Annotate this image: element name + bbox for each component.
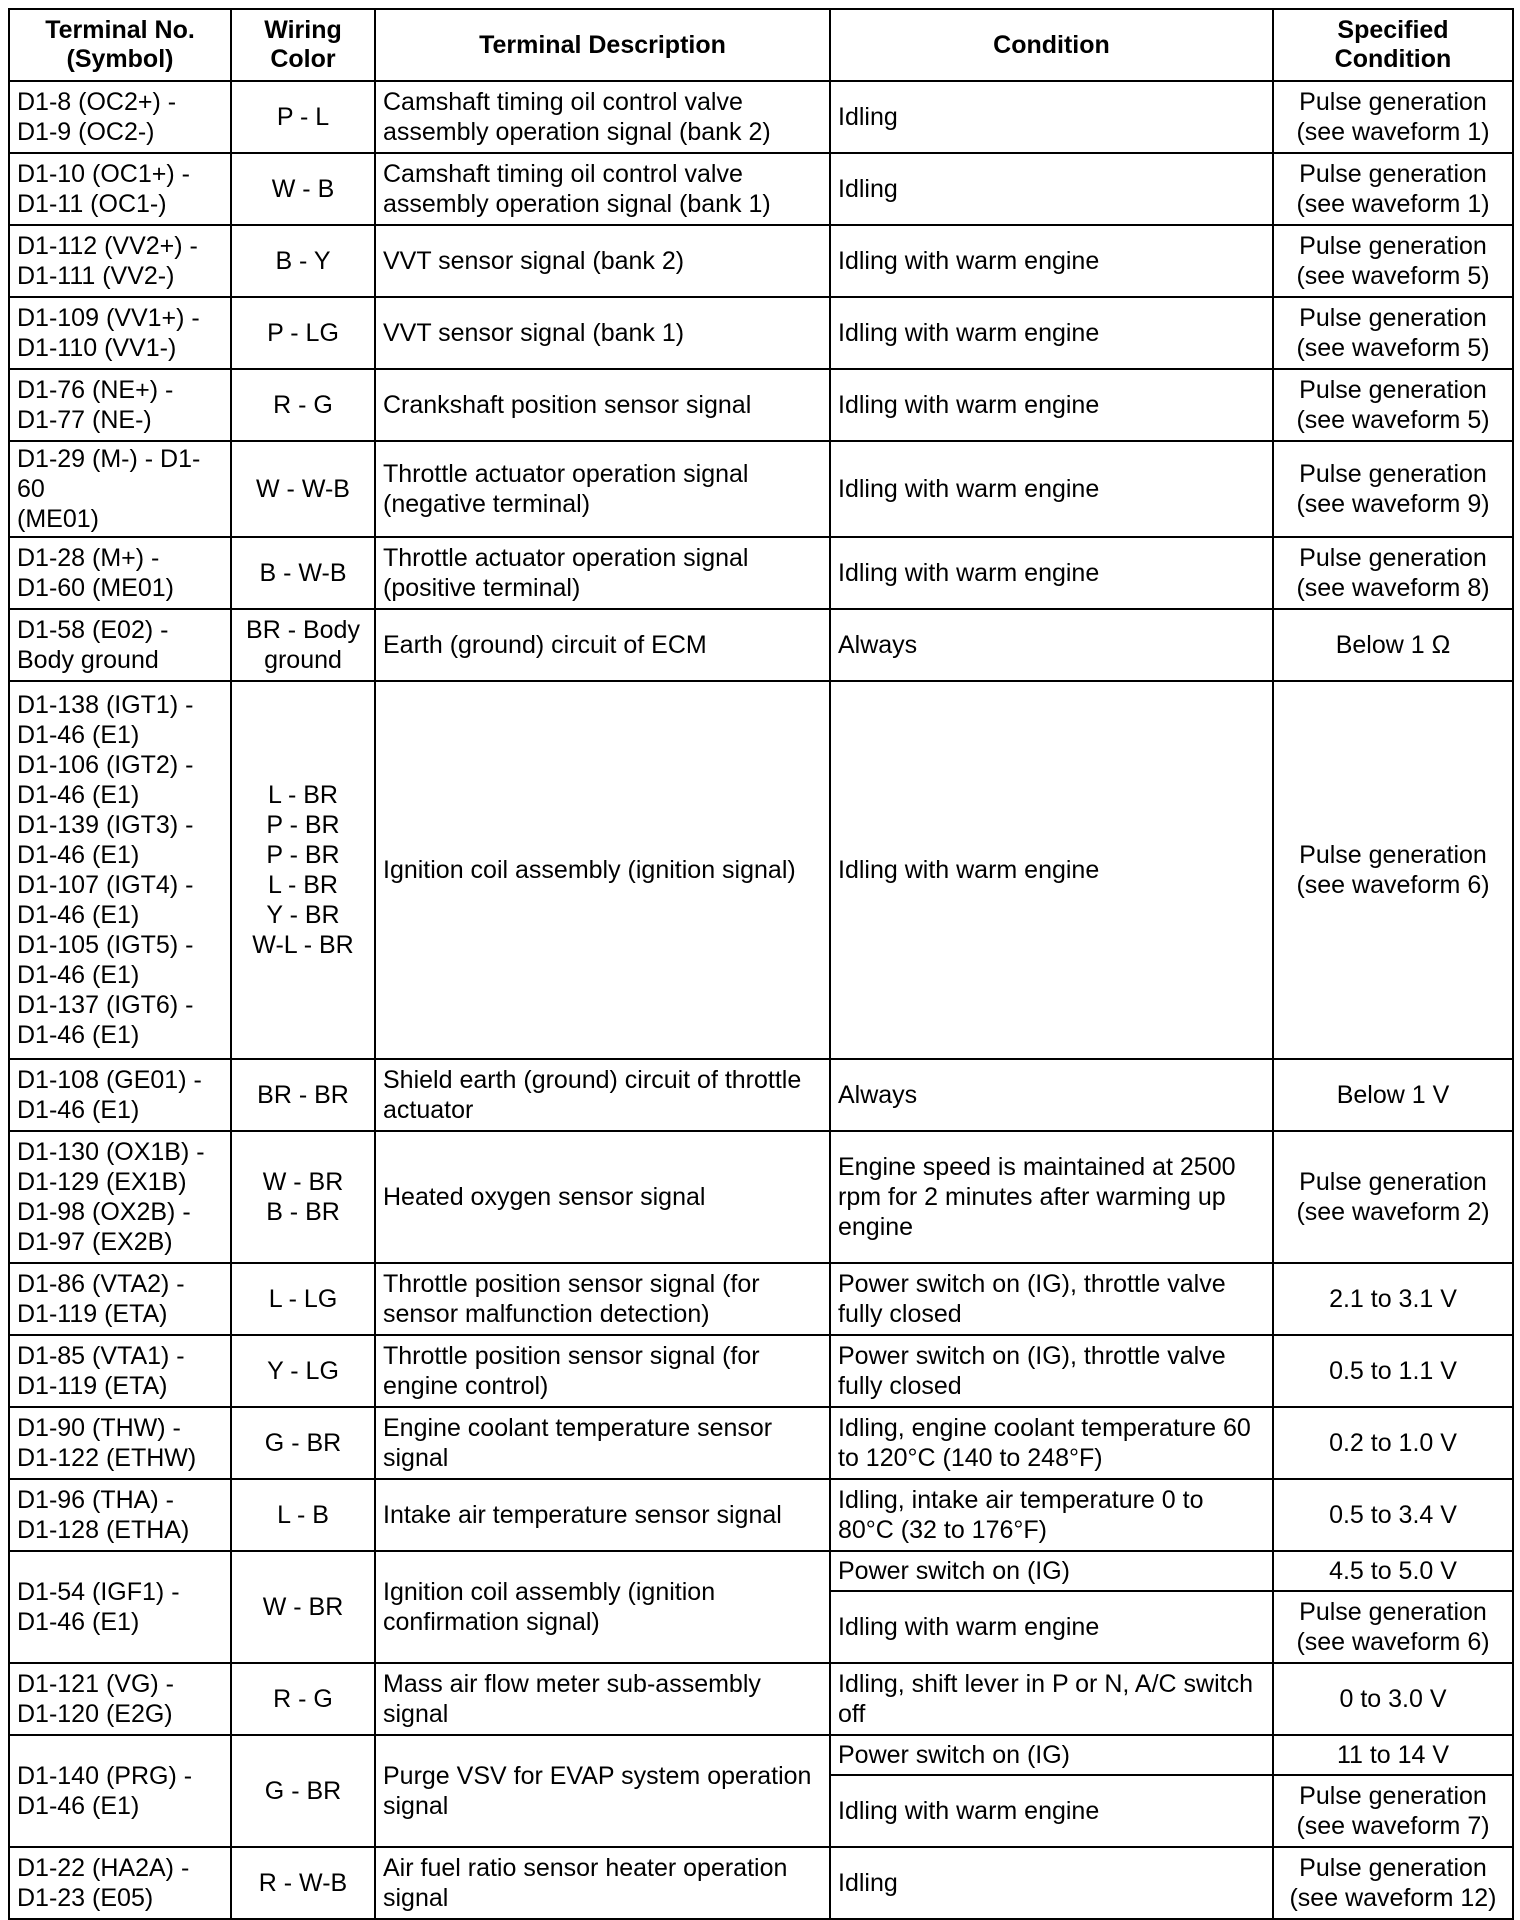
description-cell: Heated oxygen sensor signal [375, 1131, 830, 1263]
specified-cell: Below 1 V [1273, 1059, 1513, 1131]
specified-cell: Pulse generation (see waveform 1) [1273, 153, 1513, 225]
specified-cell: Pulse generation (see waveform 1) [1273, 81, 1513, 153]
specified-cell: Pulse generation (see waveform 5) [1273, 225, 1513, 297]
description-cell: VVT sensor signal (bank 1) [375, 297, 830, 369]
description-cell: Intake air temperature sensor signal [375, 1479, 830, 1551]
header-row [9, 9, 1513, 81]
terminal-spec-table [8, 8, 1514, 1920]
terminal-cell: D1-54 (IGF1) - D1-46 (E1) [9, 1551, 231, 1663]
description-cell: VVT sensor signal (bank 2) [375, 225, 830, 297]
table-row [9, 1263, 1513, 1335]
terminal-cell: D1-22 (HA2A) - D1-23 (E05) [9, 1847, 231, 1919]
wiring-color-cell: Y - LG [231, 1335, 375, 1407]
terminal-cell: D1-130 (OX1B) - D1-129 (EX1B) D1-98 (OX2B) - D1-97 (EX2B) [9, 1131, 231, 1263]
header-condition: Condition [830, 9, 1273, 81]
condition-cell: Idling [830, 81, 1273, 153]
description-cell: Throttle actuator operation signal (positive terminal) [375, 537, 830, 609]
condition-cell: Always [830, 1059, 1273, 1131]
description-cell: Air fuel ratio sensor heater operation signal [375, 1847, 830, 1919]
condition-cell: Idling, engine coolant temperature 60 to 120°C (140 to 248°F) [830, 1407, 1273, 1479]
table-row [9, 537, 1513, 609]
terminal-cell: D1-85 (VTA1) - D1-119 (ETA) [9, 1335, 231, 1407]
terminal-cell: D1-108 (GE01) - D1-46 (E1) [9, 1059, 231, 1131]
condition-cell: Idling with warm engine [830, 1591, 1273, 1663]
table-row [9, 609, 1513, 681]
terminal-cell: D1-121 (VG) - D1-120 (E2G) [9, 1663, 231, 1735]
wiring-color-cell: P - L [231, 81, 375, 153]
terminal-cell: D1-96 (THA) - D1-128 (ETHA) [9, 1479, 231, 1551]
wiring-color-cell: B - W-B [231, 537, 375, 609]
table-row [9, 1663, 1513, 1735]
description-cell: Mass air flow meter sub-assembly signal [375, 1663, 830, 1735]
wiring-color-cell: G - BR [231, 1407, 375, 1479]
wiring-color-cell: W - B [231, 153, 375, 225]
wiring-color-cell: P - LG [231, 297, 375, 369]
specified-cell: 2.1 to 3.1 V [1273, 1263, 1513, 1335]
table-row [9, 1735, 1513, 1775]
specified-cell: Pulse generation (see waveform 5) [1273, 369, 1513, 441]
condition-cell: Power switch on (IG) [830, 1735, 1273, 1775]
terminal-cell: D1-76 (NE+) - D1-77 (NE-) [9, 369, 231, 441]
description-cell: Throttle position sensor signal (for sensor malfunction detection) [375, 1263, 830, 1335]
condition-cell: Idling [830, 1847, 1273, 1919]
condition-cell: Power switch on (IG), throttle valve fully closed [830, 1335, 1273, 1407]
table-row [9, 1479, 1513, 1551]
condition-cell: Idling with warm engine [830, 537, 1273, 609]
wiring-color-cell: R - W-B [231, 1847, 375, 1919]
terminal-cell: D1-140 (PRG) - D1-46 (E1) [9, 1735, 231, 1847]
specified-cell: Pulse generation (see waveform 7) [1273, 1775, 1513, 1847]
specified-cell: 0.2 to 1.0 V [1273, 1407, 1513, 1479]
description-cell: Throttle actuator operation signal (negative terminal) [375, 441, 830, 537]
terminal-cell: D1-10 (OC1+) - D1-11 (OC1-) [9, 153, 231, 225]
header-terminal-description: Terminal Description [375, 9, 830, 81]
wiring-color-cell: W - BR [231, 1551, 375, 1663]
table-row [9, 441, 1513, 537]
specified-cell: Pulse generation (see waveform 5) [1273, 297, 1513, 369]
specified-cell: 0.5 to 3.4 V [1273, 1479, 1513, 1551]
wiring-color-cell: L - LG [231, 1263, 375, 1335]
condition-cell: Idling, shift lever in P or N, A/C switch off [830, 1663, 1273, 1735]
specified-cell: Pulse generation (see waveform 12) [1273, 1847, 1513, 1919]
specified-cell: Pulse generation (see waveform 6) [1273, 1591, 1513, 1663]
header-specified-condition: Specified Condition [1273, 9, 1513, 81]
condition-cell: Engine speed is maintained at 2500 rpm for 2 minutes after warming up engine [830, 1131, 1273, 1263]
table-row [9, 1131, 1513, 1263]
condition-cell: Idling, intake air temperature 0 to 80°C (32 to 176°F) [830, 1479, 1273, 1551]
terminal-cell: D1-90 (THW) - D1-122 (ETHW) [9, 1407, 231, 1479]
terminal-cell: D1-28 (M+) - D1-60 (ME01) [9, 537, 231, 609]
description-cell: Ignition coil assembly (ignition confirmation signal) [375, 1551, 830, 1663]
table-row [9, 1335, 1513, 1407]
table-row [9, 81, 1513, 153]
table-row [9, 297, 1513, 369]
specified-cell: 11 to 14 V [1273, 1735, 1513, 1775]
wiring-color-cell: B - Y [231, 225, 375, 297]
terminal-cell: D1-112 (VV2+) - D1-111 (VV2-) [9, 225, 231, 297]
wiring-color-cell: R - G [231, 369, 375, 441]
header-wiring-color: Wiring Color [231, 9, 375, 81]
table-row [9, 1847, 1513, 1919]
condition-cell: Idling with warm engine [830, 225, 1273, 297]
table-row [9, 1551, 1513, 1591]
specified-cell: 4.5 to 5.0 V [1273, 1551, 1513, 1591]
condition-cell: Idling with warm engine [830, 369, 1273, 441]
description-cell: Purge VSV for EVAP system operation signal [375, 1735, 830, 1847]
terminal-cell: D1-109 (VV1+) - D1-110 (VV1-) [9, 297, 231, 369]
wiring-color-cell: W - BR B - BR [231, 1131, 375, 1263]
specified-cell: Pulse generation (see waveform 9) [1273, 441, 1513, 537]
condition-cell: Idling with warm engine [830, 441, 1273, 537]
condition-cell: Idling with warm engine [830, 297, 1273, 369]
wiring-color-cell: W - W-B [231, 441, 375, 537]
description-cell: Throttle position sensor signal (for engine control) [375, 1335, 830, 1407]
specified-cell: 0 to 3.0 V [1273, 1663, 1513, 1735]
description-cell: Crankshaft position sensor signal [375, 369, 830, 441]
specified-cell: Pulse generation (see waveform 2) [1273, 1131, 1513, 1263]
table-row [9, 225, 1513, 297]
condition-cell: Idling with warm engine [830, 681, 1273, 1059]
terminal-cell: D1-86 (VTA2) - D1-119 (ETA) [9, 1263, 231, 1335]
wiring-color-cell: BR - Body ground [231, 609, 375, 681]
specified-cell: Below 1 Ω [1273, 609, 1513, 681]
description-cell: Earth (ground) circuit of ECM [375, 609, 830, 681]
condition-cell: Idling with warm engine [830, 1775, 1273, 1847]
condition-cell: Power switch on (IG) [830, 1551, 1273, 1591]
wiring-color-cell: L - BR P - BR P - BR L - BR Y - BR W-L - BR [231, 681, 375, 1059]
description-cell: Shield earth (ground) circuit of throttle actuator [375, 1059, 830, 1131]
terminal-cell: D1-29 (M-) - D1-60 (ME01) [9, 441, 231, 537]
table-row [9, 1407, 1513, 1479]
header-terminal: Terminal No. (Symbol) [9, 9, 231, 81]
table-row [9, 681, 1513, 1059]
specified-cell: 0.5 to 1.1 V [1273, 1335, 1513, 1407]
terminal-cell: D1-8 (OC2+) - D1-9 (OC2-) [9, 81, 231, 153]
wiring-color-cell: BR - BR [231, 1059, 375, 1131]
wiring-color-cell: R - G [231, 1663, 375, 1735]
specified-cell: Pulse generation (see waveform 8) [1273, 537, 1513, 609]
table-row [9, 153, 1513, 225]
condition-cell: Idling [830, 153, 1273, 225]
description-cell: Camshaft timing oil control valve assembly operation signal (bank 1) [375, 153, 830, 225]
table-row [9, 369, 1513, 441]
condition-cell: Always [830, 609, 1273, 681]
terminal-cell: D1-138 (IGT1) - D1-46 (E1) D1-106 (IGT2) - D1-46 (E1) D1-139 (IGT3) - D1-46 (E1) D1-107 (IGT4) - D1-46 (E1) D1-105 (IGT5) - D1-46 (E1) D1-137 (IGT6) - D1-46 (E1) [9, 681, 231, 1059]
description-cell: Ignition coil assembly (ignition signal) [375, 681, 830, 1059]
description-cell: Engine coolant temperature sensor signal [375, 1407, 830, 1479]
description-cell: Camshaft timing oil control valve assembly operation signal (bank 2) [375, 81, 830, 153]
condition-cell: Power switch on (IG), throttle valve fully closed [830, 1263, 1273, 1335]
wiring-color-cell: L - B [231, 1479, 375, 1551]
wiring-color-cell: G - BR [231, 1735, 375, 1847]
terminal-cell: D1-58 (E02) - Body ground [9, 609, 231, 681]
specified-cell: Pulse generation (see waveform 6) [1273, 681, 1513, 1059]
table-row [9, 1059, 1513, 1131]
